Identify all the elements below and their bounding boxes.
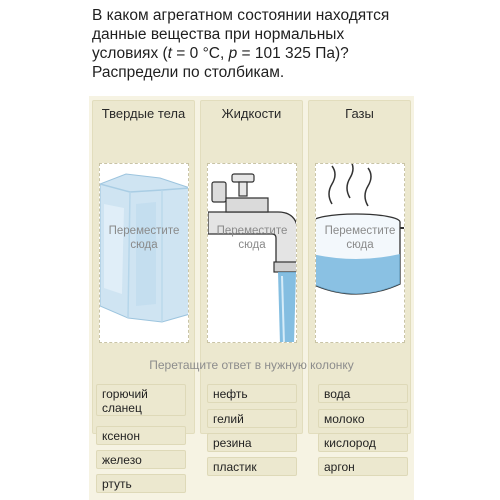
drop-placeholder <box>316 224 404 252</box>
answer-chip[interactable]: аргон <box>318 457 408 476</box>
answer-chip[interactable]: железо <box>96 450 186 469</box>
question-line: данные вещества при нормальных <box>92 26 345 43</box>
sorting-panel <box>89 96 414 500</box>
answer-chip[interactable]: нефть <box>207 384 297 403</box>
water-tap-icon <box>208 164 297 343</box>
question-text <box>92 6 412 82</box>
drop-placeholder-line: Переместите <box>216 225 288 237</box>
drop-placeholder-line: сюда <box>130 239 158 251</box>
question-fragment: = 0 °С, <box>171 45 229 62</box>
ice-cube-icon <box>100 164 189 343</box>
answer-chip[interactable]: вода <box>318 384 408 403</box>
column-header: Твердые тела <box>101 106 186 121</box>
dropzone-solids[interactable] <box>99 163 189 343</box>
temperature-symbol: t <box>167 45 172 62</box>
column-header: Жидкости <box>221 106 282 121</box>
answer-chip[interactable]: горючий сланец <box>96 384 186 416</box>
answer-chip[interactable]: ртуть <box>96 474 186 493</box>
question-line: В каком агрегатном состоянии находятся <box>92 7 390 24</box>
answer-chip[interactable]: гелий <box>207 409 297 428</box>
column-header: Газы <box>345 106 374 121</box>
drop-placeholder <box>100 224 188 252</box>
answer-chip[interactable]: резина <box>207 433 297 452</box>
drop-placeholder-line: сюда <box>238 239 266 251</box>
drop-placeholder-line: сюда <box>346 239 374 251</box>
pressure-symbol: p <box>228 45 238 62</box>
dropzone-liquids[interactable] <box>207 163 297 343</box>
dropzone-gases[interactable] <box>315 163 405 343</box>
drag-hint: Перетащите ответ в нужную колонку <box>149 358 354 372</box>
answer-chip[interactable]: кислород <box>318 433 408 452</box>
question-fragment: = 101 325 Па)? <box>237 45 349 62</box>
answer-chip[interactable]: молоко <box>318 409 408 428</box>
question-line <box>92 44 412 63</box>
answer-chip[interactable]: пластик <box>207 457 297 476</box>
question-line: Распредели по столбикам. <box>92 64 285 81</box>
drop-placeholder-line: Переместите <box>324 225 396 237</box>
answer-chip[interactable]: ксенон <box>96 426 186 445</box>
drop-placeholder <box>208 224 296 252</box>
drop-placeholder-line: Переместите <box>108 225 180 237</box>
steaming-pot-icon <box>316 164 405 343</box>
question-fragment: условиях ( <box>92 45 168 62</box>
